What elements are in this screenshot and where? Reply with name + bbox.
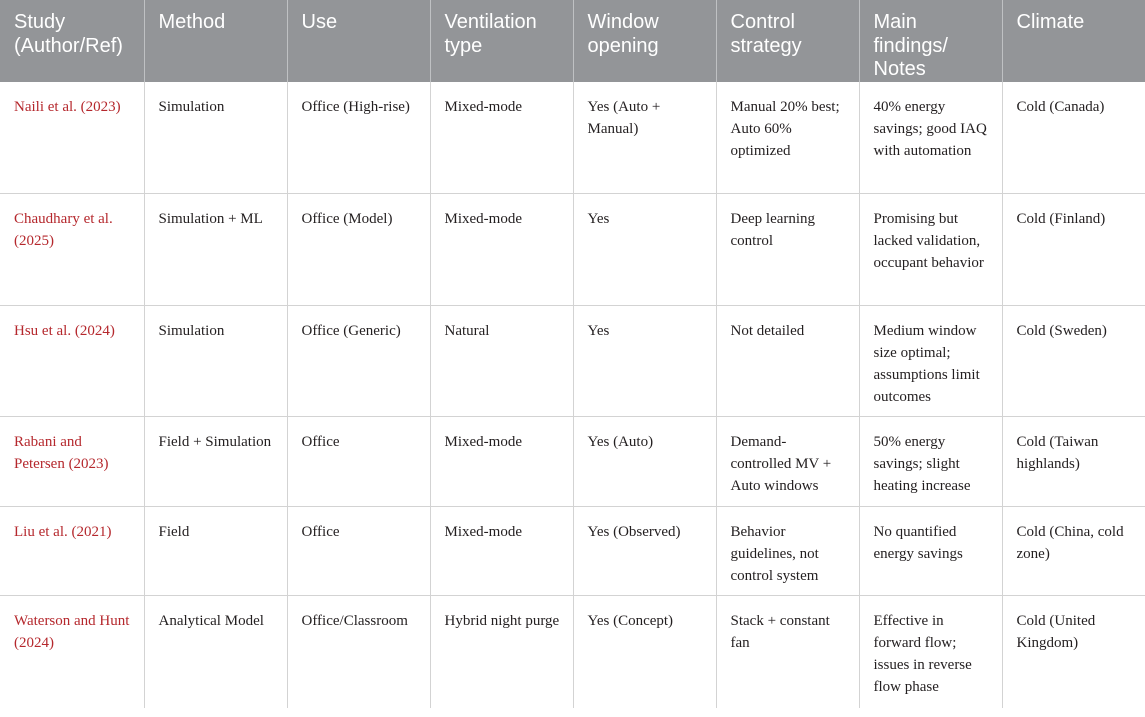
window-cell: Yes	[573, 194, 716, 306]
study-link[interactable]: Rabani and Petersen (2023)	[0, 417, 144, 507]
method-cell: Field + Simulation	[144, 417, 287, 507]
table-row	[0, 306, 1145, 417]
study-link[interactable]: Liu et al. (2021)	[0, 507, 144, 596]
climate-cell: Cold (Sweden)	[1002, 306, 1145, 417]
window-cell: Yes (Auto + Manual)	[573, 82, 716, 194]
table-row	[0, 417, 1145, 507]
header-control-strategy: Control strategy	[716, 0, 859, 82]
ventilation-cell: Mixed-mode	[430, 194, 573, 306]
window-cell: Yes (Concept)	[573, 596, 716, 708]
use-cell: Office/Classroom	[287, 596, 430, 708]
table-row	[0, 596, 1145, 708]
use-cell: Office	[287, 507, 430, 596]
findings-cell: No quantified energy savings	[859, 507, 1002, 596]
header-main-findings: Main findings/ Notes	[859, 0, 1002, 82]
findings-cell: Effective in forward flow; issues in reverse flow phase	[859, 596, 1002, 708]
use-cell: Office (Generic)	[287, 306, 430, 417]
control-cell: Behavior guidelines, not control system	[716, 507, 859, 596]
method-cell: Simulation	[144, 82, 287, 194]
control-cell: Not detailed	[716, 306, 859, 417]
findings-cell: 50% energy savings; slight heating increase	[859, 417, 1002, 507]
header-study: Study (Author/Ref)	[0, 0, 144, 82]
method-cell: Simulation + ML	[144, 194, 287, 306]
table-row	[0, 194, 1145, 306]
study-link[interactable]: Chaudhary et al. (2025)	[0, 194, 144, 306]
climate-cell: Cold (Finland)	[1002, 194, 1145, 306]
control-cell: Manual 20% best; Auto 60% optimized	[716, 82, 859, 194]
header-climate: Climate	[1002, 0, 1145, 82]
use-cell: Office (High-rise)	[287, 82, 430, 194]
use-cell: Office (Model)	[287, 194, 430, 306]
ventilation-cell: Hybrid night purge	[430, 596, 573, 708]
findings-cell: Medium window size optimal; assumptions limit outcomes	[859, 306, 1002, 417]
ventilation-cell: Mixed-mode	[430, 82, 573, 194]
control-cell: Deep learning control	[716, 194, 859, 306]
findings-cell: Promising but lacked validation, occupant behavior	[859, 194, 1002, 306]
ventilation-cell: Mixed-mode	[430, 417, 573, 507]
window-cell: Yes (Auto)	[573, 417, 716, 507]
climate-cell: Cold (Canada)	[1002, 82, 1145, 194]
control-cell: Stack + constant fan	[716, 596, 859, 708]
method-cell: Field	[144, 507, 287, 596]
window-cell: Yes	[573, 306, 716, 417]
table-row	[0, 82, 1145, 194]
study-link[interactable]: Naili et al. (2023)	[0, 82, 144, 194]
climate-cell: Cold (Taiwan highlands)	[1002, 417, 1145, 507]
header-use: Use	[287, 0, 430, 82]
use-cell: Office	[287, 417, 430, 507]
climate-cell: Cold (United Kingdom)	[1016, 613, 1096, 651]
control-cell: Demand-controlled MV + Auto windows	[716, 417, 859, 507]
method-cell: Analytical Model	[144, 596, 287, 708]
climate-cell: Cold (China, cold zone)	[1002, 507, 1145, 596]
study-link[interactable]: Waterson and Hunt (2024)	[0, 596, 144, 708]
header-row	[0, 0, 1145, 82]
findings-cell: 40% energy savings; good IAQ with automation	[859, 82, 1002, 194]
header-method: Method	[144, 0, 287, 82]
window-cell: Yes (Observed)	[573, 507, 716, 596]
header-window-opening: Window opening	[573, 0, 716, 82]
ventilation-cell: Mixed-mode	[430, 507, 573, 596]
study-link[interactable]: Hsu et al. (2024)	[0, 306, 144, 417]
method-cell: Simulation	[144, 306, 287, 417]
header-ventilation-type: Ventilation type	[430, 0, 573, 82]
table-row	[0, 507, 1145, 596]
ventilation-cell: Natural	[430, 306, 573, 417]
